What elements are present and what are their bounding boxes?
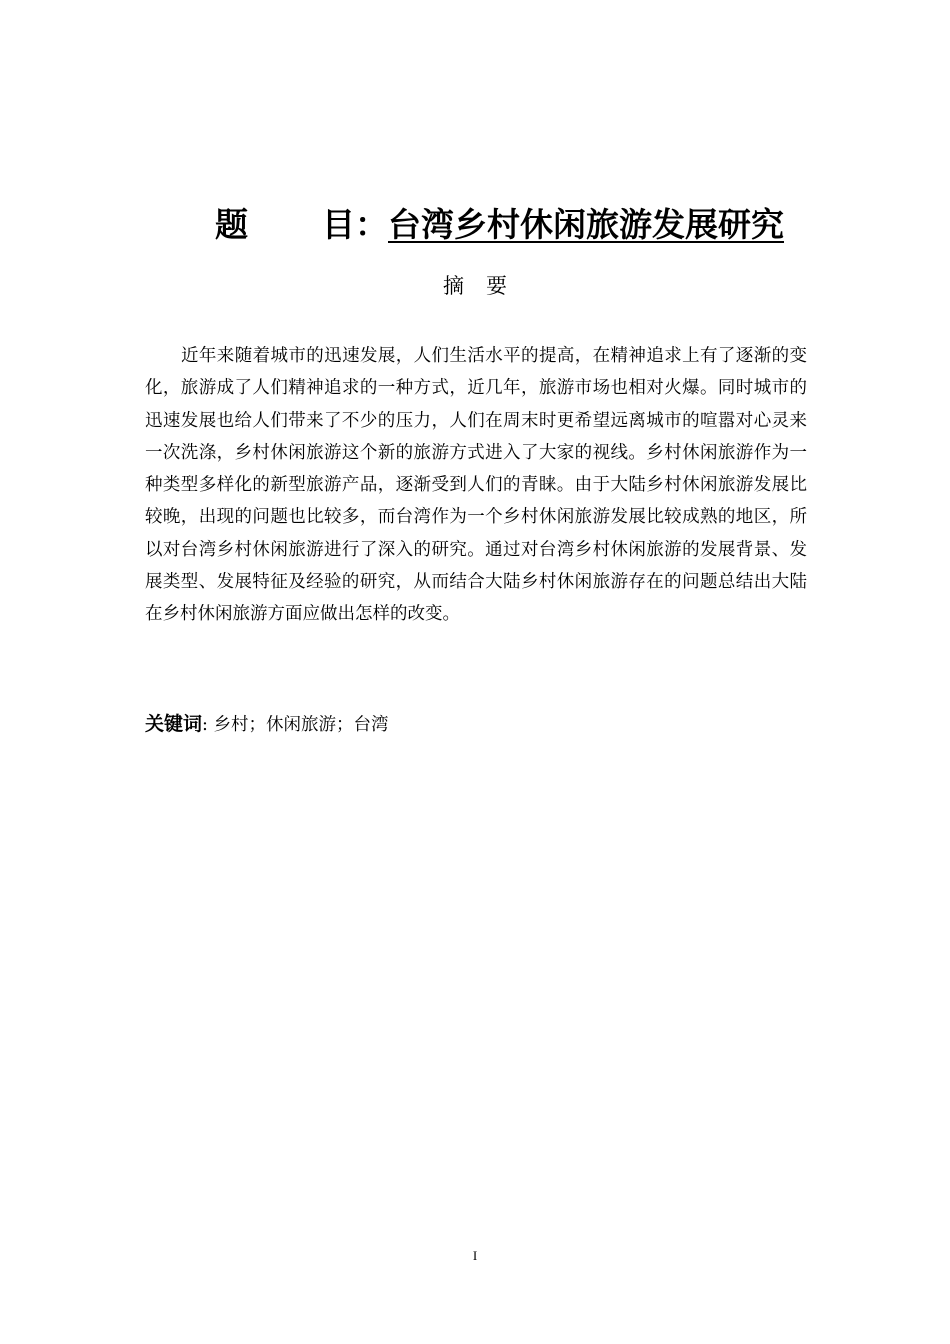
title-label-char-2: 目 <box>322 205 355 244</box>
abstract-heading: 摘要 <box>443 274 529 298</box>
keywords-list: 乡村；休闲旅游；台湾 <box>207 715 389 735</box>
title-label-char-1: 题 <box>215 205 248 244</box>
thesis-title <box>215 200 835 250</box>
keywords-row <box>145 708 805 741</box>
title-text: 台湾乡村休闲旅游发展研究 <box>388 205 784 244</box>
abstract-body: 近年来随着城市的迅速发展，人们生活水平的提高，在精神追求上有了逐渐的变化，旅游成了人们精神追求的一种方式，近几年，旅游市场也相对火爆。同时城市的迅速发展也给人们带来了不少的压力，人们在周末时更希望远离城市的喧嚣对心灵来一次洗涤，乡村休闲旅游这个新的旅游方式进入了大家的视线。乡村休闲旅游作为一种类型多样化的新型旅游产品，逐渐受到人们的青睐。由于大陆乡村休闲旅游发展比较晚，出现的问题也比较多，而台湾作为一个乡村休闲旅游发展比较成熟的地区，所以对台湾乡村休闲旅游进行了深入的研究。通过对台湾乡村休闲旅游的发展背景、发展类型、发展特征及经验的研究，从而结合大陆乡村休闲旅游存在的问题总结出大陆在乡村休闲旅游方面应做出怎样的改变。 <box>145 346 807 625</box>
keywords-separator: : <box>202 715 208 735</box>
keywords-label: 关键词 <box>145 713 203 735</box>
title-colon: ： <box>355 205 388 244</box>
page-number: I <box>472 1248 478 1263</box>
